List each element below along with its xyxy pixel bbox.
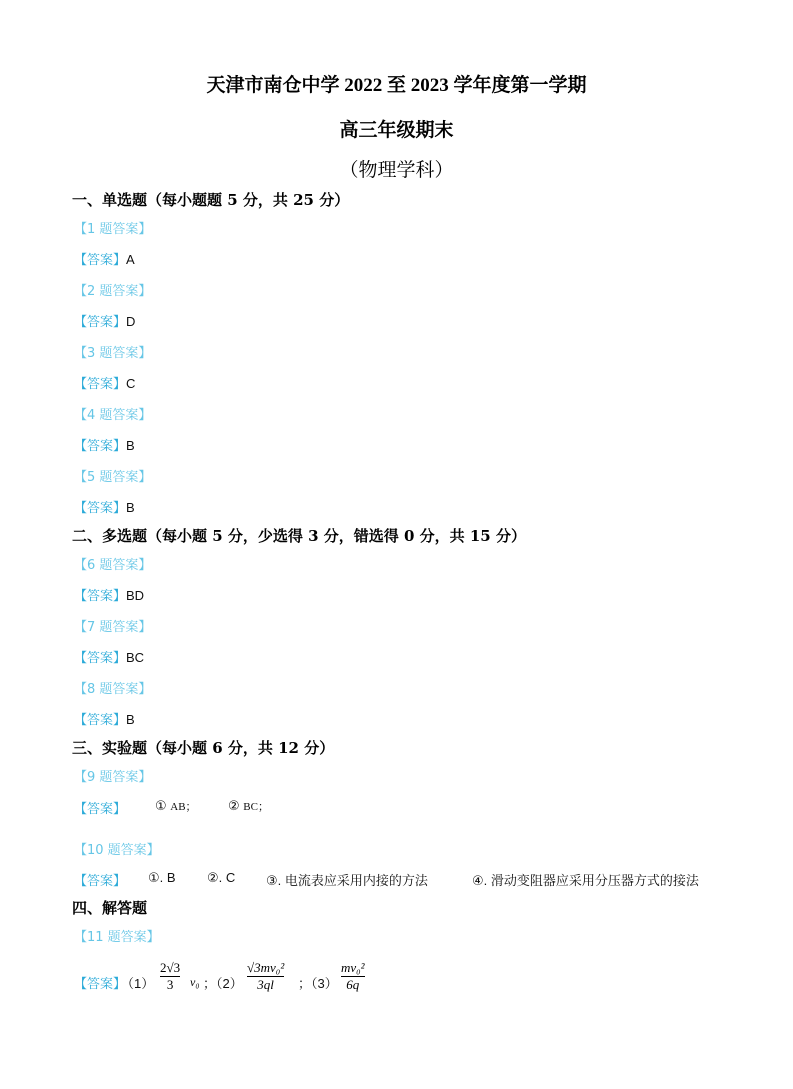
fraction-1-denominator: 3 xyxy=(166,977,174,992)
answer-label: 【答案】 xyxy=(74,501,127,516)
question-label: 【4 题答案】 xyxy=(74,408,152,423)
part-1-label: （1） xyxy=(121,976,155,991)
section-heading-multiple-choice: 二、多选题（每小题 5 分，少选得 3 分，错选得 0 分，共 15 分） xyxy=(72,527,526,545)
question-label: 【11 题答案】 xyxy=(74,930,160,945)
question-label: 【3 题答案】 xyxy=(74,346,152,361)
q10-part3: ③. 电流表应采用内接的方法 xyxy=(266,873,428,888)
answer-label: 【答案】 xyxy=(74,713,127,728)
fraction-3-numerator: mv₀² xyxy=(341,960,365,975)
answer-label: 【答案】 xyxy=(74,874,127,889)
answer-label: 【答案】 xyxy=(74,651,127,666)
answer-label: 【答案】 xyxy=(74,439,127,454)
answer-row xyxy=(74,311,135,330)
answer-value: BC xyxy=(126,650,145,665)
answer-label: 【答案】 xyxy=(74,253,127,268)
answer-value: B xyxy=(126,438,135,453)
part-2-label: ；（2） xyxy=(203,976,243,991)
q9-item1: ① AB； xyxy=(155,798,197,813)
circled-marker: ② xyxy=(228,798,240,813)
document-title: 天津市南仓中学 2022 至 2023 学年度第一学期 xyxy=(206,75,587,96)
answer-row xyxy=(74,585,144,604)
question-label: 【6 题答案】 xyxy=(74,558,152,573)
question-label: 【9 题答案】 xyxy=(74,770,152,785)
velocity-symbol: v₀ xyxy=(190,975,200,989)
answer-label: 【答案】 xyxy=(74,377,127,392)
section-heading-experiment: 三、实验题（每小题 6 分，共 12 分） xyxy=(72,739,335,757)
answer-value: B xyxy=(126,500,135,515)
section-heading-single-choice: 一、单选题（每小题题 5 分，共 25 分） xyxy=(72,191,350,209)
q10-part4: ④. 滑动变阻器应采用分压器方式的接法 xyxy=(472,873,699,888)
circled-marker: ① xyxy=(155,798,167,813)
answer-row xyxy=(74,373,135,392)
fraction-2 xyxy=(247,960,284,993)
fraction-1 xyxy=(160,960,180,993)
question-label: 【7 题答案】 xyxy=(74,620,152,635)
question-label: 【2 题答案】 xyxy=(74,284,152,299)
q10-part2: ②. C xyxy=(207,870,236,885)
question-label: 【1 题答案】 xyxy=(74,222,152,237)
answer-value: B xyxy=(126,712,135,727)
answer-row xyxy=(74,497,135,516)
answer-value: C xyxy=(126,376,136,391)
answer-value: BD xyxy=(126,588,145,603)
question-label: 【5 题答案】 xyxy=(74,470,152,485)
answer-value: D xyxy=(126,314,136,329)
fraction-3 xyxy=(341,960,365,993)
fraction-3-denominator: 6q xyxy=(346,977,360,992)
fraction-1-numerator: 2√3 xyxy=(160,960,181,975)
section-heading-solutions: 四、解答题 xyxy=(72,899,148,917)
answer-label: 【答案】 xyxy=(74,977,127,992)
fraction-2-numerator: √3mv₀² xyxy=(247,960,285,975)
part-3-label: ；（3） xyxy=(298,976,338,991)
question-label: 【10 题答案】 xyxy=(74,843,160,858)
answer-row xyxy=(74,249,135,268)
fraction-2-denominator: 3ql xyxy=(257,977,274,992)
answer-label: 【答案】 xyxy=(74,315,127,330)
answer-label: 【答案】 xyxy=(74,589,127,604)
q10-part1: ①. B xyxy=(148,870,176,885)
answer-row xyxy=(74,435,135,454)
subject-label: （物理学科） xyxy=(339,160,454,181)
document-subtitle: 高三年级期末 xyxy=(339,120,454,141)
q9-item2: ② BC； xyxy=(228,798,269,813)
answer-label: 【答案】 xyxy=(74,802,127,817)
answer-row xyxy=(74,709,135,728)
answer-row xyxy=(74,647,144,666)
answer-value: A xyxy=(126,252,135,267)
question-label: 【8 题答案】 xyxy=(74,682,152,697)
